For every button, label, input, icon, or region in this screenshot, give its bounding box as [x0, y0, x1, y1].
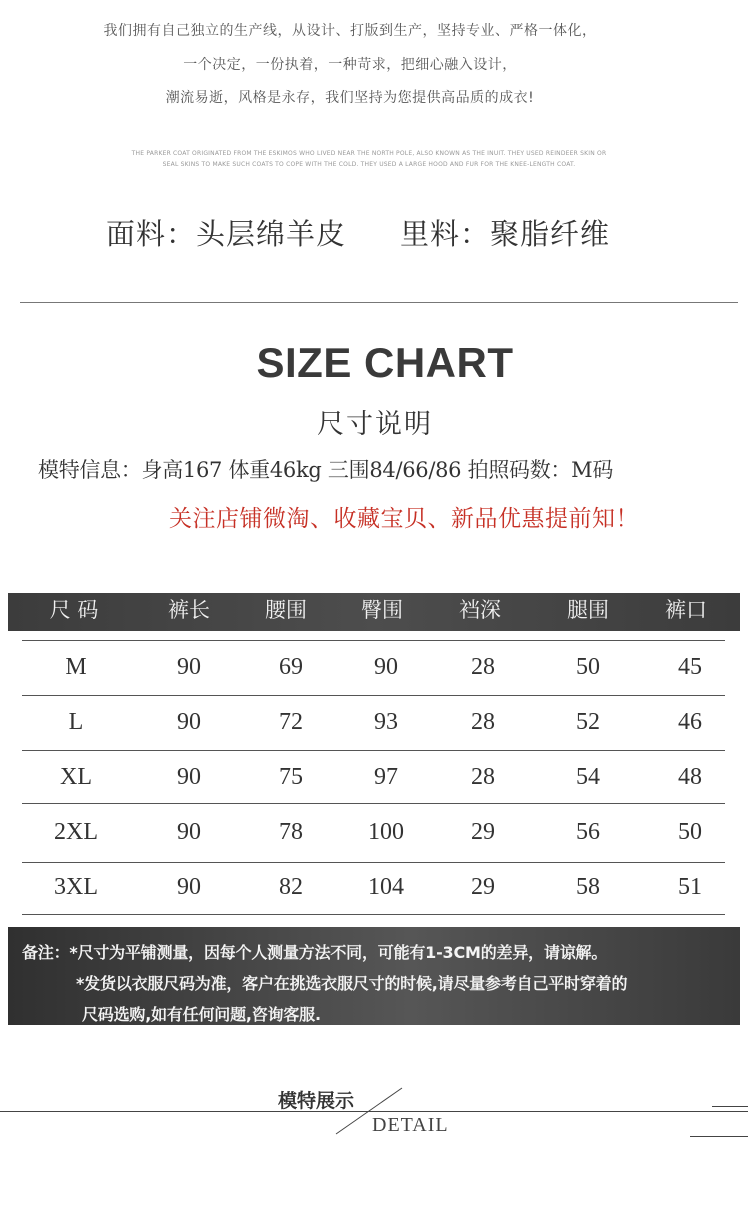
- cell-hip: 97: [374, 764, 398, 790]
- cell-hem: 48: [678, 764, 702, 790]
- cell-hip: 100: [368, 819, 404, 845]
- size-chart-subtitle: 尺寸说明: [317, 409, 433, 440]
- header-rise: 裆深: [459, 598, 501, 622]
- header-length: 裤长: [168, 598, 210, 622]
- table-rule: [22, 640, 725, 641]
- detail-label: 模特展示: [278, 1090, 355, 1112]
- detail-english: DETAIL: [372, 1114, 449, 1136]
- cell-size: 2XL: [54, 819, 98, 845]
- note-line-2: *发货以衣服尺码为准，客户在挑选衣服尺寸的时候,请尽量参考自己平时穿着的: [76, 974, 628, 993]
- cell-thigh: 52: [576, 709, 600, 735]
- cell-length: 90: [177, 819, 201, 845]
- size-table-header: [8, 593, 740, 631]
- header-hem: 裤口: [665, 598, 707, 622]
- cell-length: 90: [177, 874, 201, 900]
- header-hip: 臀围: [361, 598, 403, 622]
- cell-rise: 28: [471, 654, 495, 680]
- table-rule: [22, 750, 725, 751]
- cell-size: XL: [60, 764, 92, 790]
- fabric-outer: 面料：头层绵羊皮: [106, 217, 347, 251]
- cell-rise: 29: [471, 819, 495, 845]
- cell-waist: 82: [279, 874, 303, 900]
- cell-rise: 28: [471, 764, 495, 790]
- cell-hem: 51: [678, 874, 702, 900]
- intro-english-2: SEAL SKINS TO MAKE SUCH COATS TO COPE WITH THE COLD. THEY USED A LARGE HOOD AND FUR FOR THE KNEE-LENGTH COAT.: [162, 161, 576, 168]
- cell-length: 90: [177, 654, 201, 680]
- cell-waist: 72: [279, 709, 303, 735]
- header-thigh: 腿围: [567, 598, 609, 622]
- cell-thigh: 58: [576, 874, 600, 900]
- cell-rise: 29: [471, 874, 495, 900]
- cell-hip: 104: [368, 874, 404, 900]
- cell-hip: 90: [374, 654, 398, 680]
- cell-hip: 93: [374, 709, 398, 735]
- note-line-1: 备注：*尺寸为平铺测量，因每个人测量方法不同，可能有1-3CM的差异，请谅解。: [22, 943, 608, 962]
- notes-box: [8, 927, 740, 1025]
- cell-size: L: [68, 709, 84, 735]
- table-rule: [22, 914, 725, 915]
- footer-short-rule-top: [712, 1106, 748, 1107]
- intro-line-2: 一个决定，一份执着，一种苛求，把细心融入设计，: [183, 57, 517, 73]
- cell-length: 90: [177, 709, 201, 735]
- cell-size: M: [65, 654, 87, 680]
- cell-thigh: 56: [576, 819, 600, 845]
- intro-english-1: THE PARKER COAT ORIGINATED FROM THE ESKIMOS WHO LIVED NEAR THE NORTH POLE, ALSO KNOWN AS THE INUIT. THEY USED REINDEER SKIN OR: [131, 150, 607, 157]
- table-rule: [22, 862, 725, 863]
- header-size: 尺 码: [49, 598, 99, 622]
- header-waist: 腰围: [265, 598, 307, 622]
- cell-hem: 46: [678, 709, 702, 735]
- cell-size: 3XL: [54, 874, 98, 900]
- fabric-lining: 里料：聚脂纤维: [400, 217, 611, 251]
- model-info: 模特信息：身高167 体重46kg 三围84/66/86 拍照码数：M码: [38, 458, 614, 482]
- cell-rise: 28: [471, 709, 495, 735]
- cell-thigh: 50: [576, 654, 600, 680]
- cell-waist: 69: [279, 654, 303, 680]
- note-line-3: 尺码选购,如有任何问题,咨询客服.: [82, 1005, 321, 1024]
- intro-line-3: 潮流易逝，风格是永存，我们坚持为您提供高品质的成衣!: [165, 90, 535, 106]
- cell-hem: 45: [678, 654, 702, 680]
- follow-notice: 关注店铺微淘、收藏宝贝、新品优惠提前知！: [169, 506, 639, 532]
- size-chart-title: SIZE CHART: [256, 339, 514, 386]
- section-divider: [20, 302, 738, 303]
- cell-length: 90: [177, 764, 201, 790]
- cell-thigh: 54: [576, 764, 600, 790]
- intro-line-1: 我们拥有自己独立的生产线，从设计、打版到生产，坚持专业、严格一体化，: [103, 23, 597, 39]
- cell-waist: 78: [279, 819, 303, 845]
- footer-short-rule-bottom: [690, 1136, 748, 1137]
- cell-waist: 75: [279, 764, 303, 790]
- table-rule: [22, 695, 725, 696]
- cell-hem: 50: [678, 819, 702, 845]
- table-rule: [22, 803, 725, 804]
